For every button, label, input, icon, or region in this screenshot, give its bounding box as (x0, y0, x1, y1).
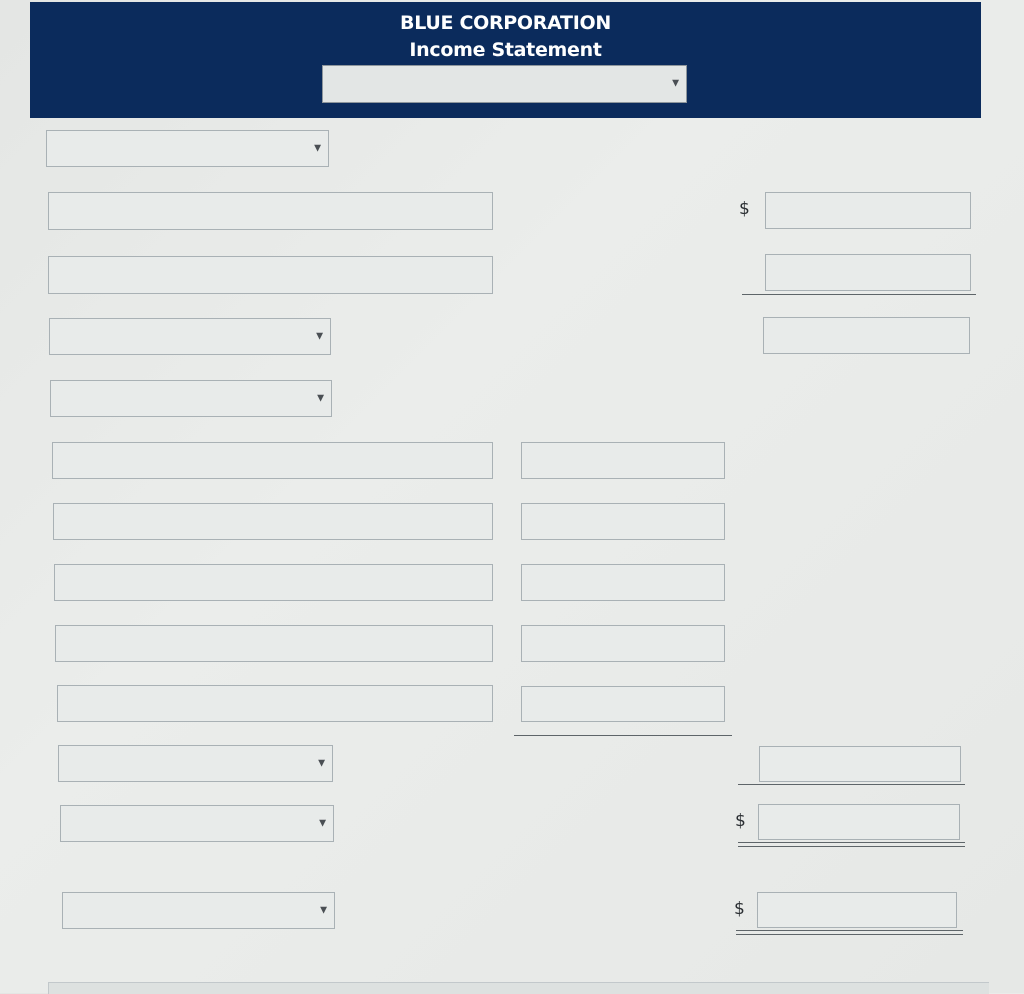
chevron-down-icon: ▼ (314, 143, 321, 153)
expenses-underline (514, 735, 732, 736)
chevron-down-icon: ▼ (318, 758, 325, 768)
section-dropdown-3[interactable] (50, 380, 332, 417)
line-2-amount-input[interactable] (765, 254, 971, 291)
section-dropdown-5[interactable] (60, 805, 334, 842)
expense-item-1-label-input[interactable] (52, 442, 493, 479)
chevron-down-icon: ▼ (320, 905, 327, 915)
net-amount-2-input[interactable] (757, 892, 957, 928)
section-dropdown-4[interactable] (58, 745, 333, 782)
expense-item-2-amount-input[interactable] (521, 503, 725, 540)
net-amount-2-currency-symbol: $ (734, 899, 745, 919)
section-dropdown-6[interactable] (62, 892, 335, 929)
period-dropdown[interactable] (322, 65, 687, 103)
company-name: BLUE CORPORATION (400, 12, 611, 34)
total-expenses-amount-input[interactable] (759, 746, 961, 782)
statement-header (30, 2, 981, 118)
subtotal-1-amount-input[interactable] (763, 317, 970, 354)
statement-title: Income Statement (409, 39, 602, 61)
expense-item-4-label-input[interactable] (55, 625, 493, 662)
net-amount-1-double-underline (738, 842, 965, 847)
total-expenses-underline (738, 784, 965, 785)
chevron-down-icon: ▼ (317, 393, 324, 403)
subtotal-underline-1 (742, 294, 976, 295)
expense-item-1-amount-input[interactable] (521, 442, 725, 479)
net-amount-1-currency-symbol: $ (735, 811, 746, 831)
expense-item-5-label-input[interactable] (57, 685, 493, 722)
chevron-down-icon: ▼ (316, 331, 323, 341)
expense-item-5-amount-input[interactable] (521, 686, 725, 722)
expense-item-2-label-input[interactable] (53, 503, 493, 540)
chevron-down-icon: ▼ (672, 78, 679, 89)
expense-item-3-label-input[interactable] (54, 564, 493, 601)
line-1-currency-symbol: $ (739, 199, 750, 219)
next-section-edge (48, 982, 989, 994)
section-dropdown-2[interactable] (49, 318, 331, 355)
line-1-label-input[interactable] (48, 192, 493, 230)
expense-item-4-amount-input[interactable] (521, 625, 725, 662)
line-2-label-input[interactable] (48, 256, 493, 294)
section-dropdown-1[interactable] (46, 130, 329, 167)
line-1-amount-input[interactable] (765, 192, 971, 229)
net-amount-1-input[interactable] (758, 804, 960, 840)
expense-item-3-amount-input[interactable] (521, 564, 725, 601)
chevron-down-icon: ▼ (319, 818, 326, 828)
net-amount-2-double-underline (736, 930, 963, 935)
